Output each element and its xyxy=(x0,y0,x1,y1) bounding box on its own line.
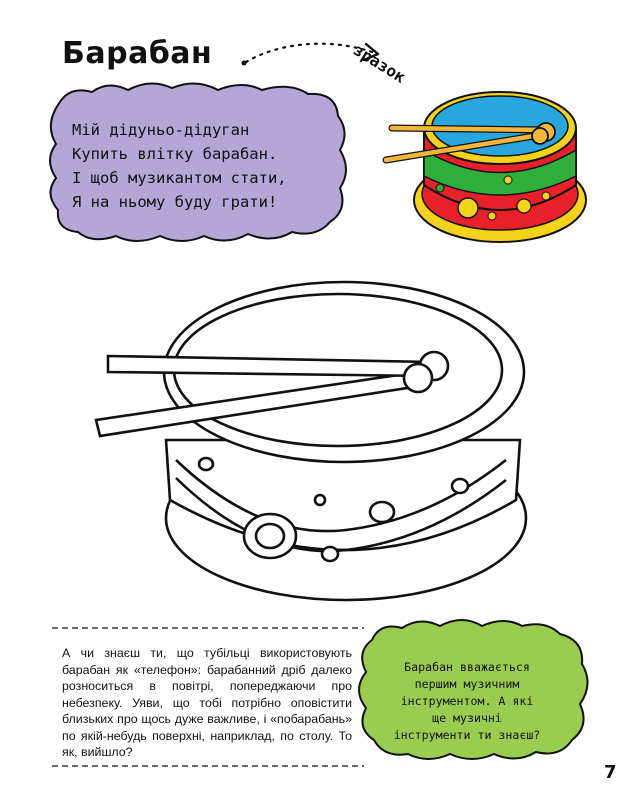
poem-line: Мій дідуньо-дідуган xyxy=(72,121,250,139)
fact-paragraph: А чи знаєш ти, що тубільці використовують барабан як «телефон»: барабанний дріб далеко розноситься в повітрі, попереджаючи про небезпеку. Уяви, що тобі потрібно оповістити близьких про щось дуже важливе, і «побарабань» по якій-небудь поверхні, наприклад, по столу. То як, вийшло? xyxy=(62,646,352,759)
poem xyxy=(72,118,332,214)
question-text: Барабан вважається першим музичним інструментом. А які ще музичні інструменти ти знаєш? xyxy=(393,660,541,742)
poem-line: Купить влітку барабан. xyxy=(72,145,278,163)
sample-label: зразок xyxy=(349,40,410,87)
coloring-drum-outline xyxy=(96,282,526,600)
page-number: 7 xyxy=(604,762,617,783)
arrow-start-dot xyxy=(242,61,247,66)
sample-drum-picture xyxy=(386,92,586,242)
poem-line: І щоб музикантом стати, xyxy=(72,169,287,187)
page-title: Барабан xyxy=(62,36,213,71)
poem-line: Я на ньому буду грати! xyxy=(72,193,278,211)
